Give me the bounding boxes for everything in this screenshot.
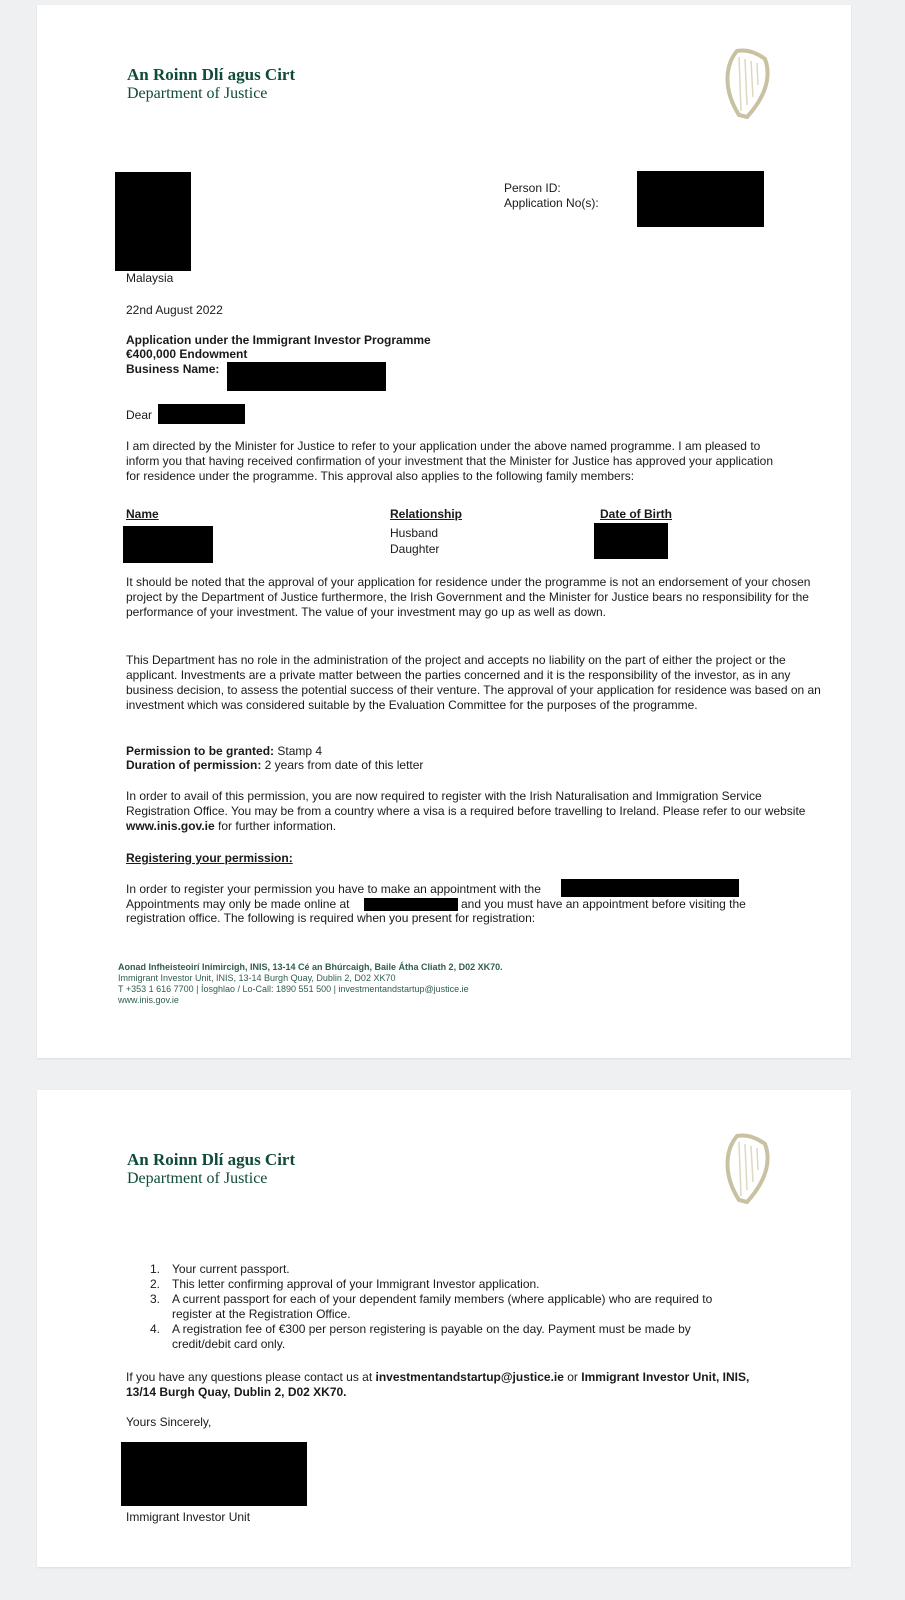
contact-paragraph: [126, 1370, 776, 1400]
item-text: A current passport for each of your dependent family members (where applicable) who are required to register at the Registration Office.: [172, 1292, 713, 1321]
footer-english-address: Immigrant Investor Unit, INIS, 13-14 Burgh Quay, Dublin 2, D02 XK70: [118, 973, 396, 983]
item-text: A registration fee of €300 per person registering is payable on the day. Payment must be made by credit/debit card only.: [172, 1322, 691, 1351]
website-link[interactable]: www.inis.gov.ie: [126, 819, 215, 833]
item-text: Your current passport.: [172, 1262, 290, 1276]
footer-website: www.inis.gov.ie: [118, 995, 179, 1005]
dept-name-irish: An Roinn Dlí agus Cirt: [127, 65, 296, 84]
requirement-item: [150, 1262, 730, 1277]
contact-unit-address: Immigrant Investor Unit, INIS, 13/14 Burgh Quay, Dublin 2, D02 XK70.: [126, 1370, 750, 1399]
table-header-name: Name: [126, 507, 159, 521]
stamp-value: Stamp 4: [274, 744, 323, 758]
salutation: Dear: [126, 408, 153, 422]
appointment-line-3: registration office. The following is required when you present for registration:: [126, 911, 536, 925]
harp-emblem-icon: [717, 45, 775, 123]
liability-paragraph: This Department has no role in the administration of the project and accepts no liability on the part of either the project or the applicant. Investments are a private matter between the parties concerned and it is the responsibility of the investor, as in any business decision, to assess the potential success of their venture. The approval of your application for residence was based on an investment which was considered suitable by the Evaluation Committee for the purposes of the programme.: [126, 653, 821, 712]
appointment-line-2b: and you must have an appointment before visiting the: [461, 897, 746, 911]
requirements-list: [150, 1262, 730, 1352]
letter-page-1: [37, 5, 851, 1058]
redacted-dates-of-birth: [594, 523, 668, 559]
item-number: 4.: [150, 1322, 161, 1336]
appointment-line-2: Appointments may only be made online at: [126, 897, 350, 911]
redacted-family-names: [123, 526, 213, 563]
subject-line: Application under the Immigrant Investor Programme: [126, 333, 431, 347]
signature-unit: Immigrant Investor Unit: [126, 1510, 251, 1524]
contact-email-link[interactable]: investmentandstartup@justice.ie: [375, 1370, 564, 1384]
duration-value: 2 years from date of this letter: [261, 758, 424, 772]
permission-duration: [126, 758, 423, 773]
table-header-dob: Date of Birth: [600, 507, 672, 521]
redacted-signature: [121, 1442, 307, 1506]
letter-date: 22nd August 2022: [126, 303, 223, 317]
registration-text-end: for further information.: [214, 819, 337, 833]
closing: Yours Sincerely,: [126, 1415, 212, 1429]
redacted-recipient: [158, 404, 245, 424]
approval-paragraph: I am directed by the Minister for Justice to refer to your application under the above named programme. I am pleased to inform you that having received confirmation of your investment that the Minister for Justice has approved your application for residence under the programme. This approval also applies to the following family members:: [126, 439, 773, 483]
relationship-2: Daughter: [390, 542, 440, 556]
item-number: 2.: [150, 1277, 161, 1291]
application-no-label: Application No(s):: [504, 196, 599, 210]
redacted-booking-url: [364, 898, 458, 911]
harp-emblem-icon: [717, 1130, 775, 1208]
footer-irish-address: Aonad Infheisteoirí Inimircigh, INIS, 13-14 Cé an Bhúrcaigh, Baile Átha Cliath 2, D02 XK70.: [118, 962, 503, 972]
requirement-item: [150, 1277, 730, 1292]
item-number: 1.: [150, 1262, 161, 1276]
duration-label: Duration of permission:: [126, 758, 262, 772]
stamp-label: Permission to be granted:: [126, 744, 275, 758]
item-number: 3.: [150, 1292, 161, 1306]
redacted-office: [561, 879, 739, 897]
registering-heading: Registering your permission:: [126, 851, 293, 865]
table-header-relationship: Relationship: [390, 507, 463, 521]
letter-page-2: [37, 1090, 851, 1567]
requirement-item: [150, 1292, 730, 1322]
registration-text: In order to avail of this permission, you are now required to register with the Irish Naturalisation and Immigration Service Registration Office. You may be from a country where a visa is a required before travelling to Ireland. Please refer to our website: [126, 789, 806, 818]
dept-name-irish: An Roinn Dlí agus Cirt: [127, 1150, 296, 1169]
contact-text-or: or: [563, 1370, 582, 1384]
business-name-label: Business Name:: [126, 362, 220, 376]
address-country: Malaysia: [126, 271, 174, 285]
disclaimer-paragraph: It should be noted that the approval of your application for residence under the programme is not an endorsement of your chosen project by the Department of Justice furthermore, the Irish Government and the Minister for Justice bears no responsibility for the performance of your investment. The value of your investment may go up as well as down.: [126, 575, 811, 619]
dept-name-english: Department of Justice: [127, 1170, 268, 1187]
requirement-item: [150, 1322, 730, 1352]
appointment-line-1: In order to register your permission you have to make an appointment with the: [126, 882, 541, 896]
contact-text: If you have any questions please contact us at: [126, 1370, 376, 1384]
redacted-ids: [637, 171, 764, 227]
redacted-business-name: [227, 362, 386, 391]
person-id-label: Person ID:: [504, 181, 561, 195]
subject-amount: €400,000 Endowment: [126, 347, 248, 361]
redacted-address: [115, 172, 191, 271]
item-text: This letter confirming approval of your Immigrant Investor application.: [172, 1277, 540, 1291]
footer-contact: T +353 1 616 7700 | Íosghlao / Lo-Call: 1890 551 500 | investmentandstartup@justice.ie: [118, 984, 469, 994]
registration-paragraph: [126, 789, 826, 834]
relationship-1: Husband: [390, 526, 439, 540]
dept-name-english: Department of Justice: [127, 85, 268, 102]
permission-stamp: [126, 744, 322, 759]
